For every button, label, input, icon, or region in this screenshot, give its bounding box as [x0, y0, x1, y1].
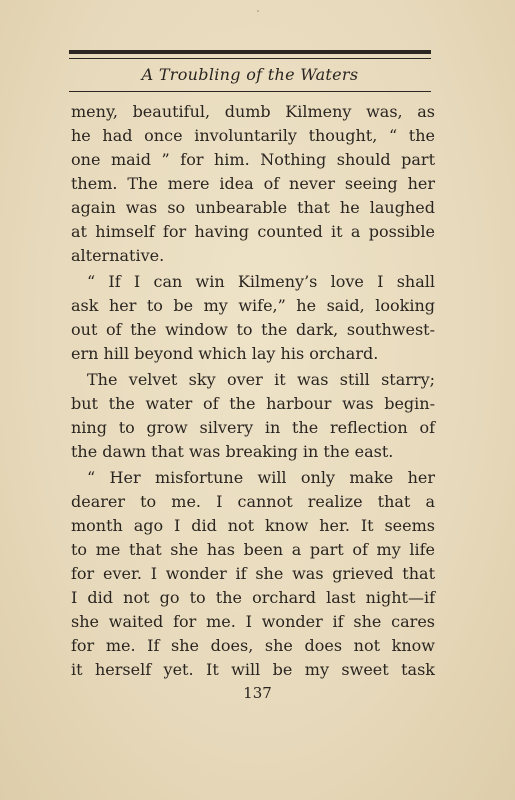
- text-line: month ago I did not know her. It seems: [71, 516, 435, 535]
- paper-speck: [257, 10, 259, 12]
- text-line: out of the window to the dark, southwest-: [71, 320, 435, 339]
- page-number: 137: [243, 684, 272, 702]
- text-line: he had once involuntarily thought, “ the: [71, 126, 435, 145]
- text-line: for me. If she does, she does not know: [71, 636, 435, 655]
- paragraph: [71, 270, 435, 366]
- running-head: A Troubling of the Waters: [141, 65, 359, 84]
- text-line: it herself yet. It will be my sweet task: [71, 660, 435, 679]
- text-line: ern hill beyond which lay his orchard.: [71, 344, 379, 363]
- text-line: ask her to be my wife,” he said, looking: [71, 296, 435, 315]
- text-line: but the water of the harbour was begin-: [71, 394, 435, 413]
- text-line: ning to grow silvery in the reflection of: [71, 418, 435, 437]
- text-line: “ If I can win Kilmeny’s love I shall: [87, 272, 435, 291]
- text-line: The velvet sky over it was still starry;: [87, 370, 435, 389]
- text-line: meny, beautiful, dumb Kilmeny was, as: [71, 102, 435, 121]
- body-text: [71, 100, 435, 684]
- header-rule-thin-bottom: [69, 91, 431, 92]
- paragraph: [71, 100, 435, 268]
- text-line: for ever. I wonder if she was grieved that: [71, 564, 435, 583]
- text-line: to me that she has been a part of my life: [71, 540, 435, 559]
- header-rule-thick: [69, 50, 431, 54]
- text-line: alternative.: [71, 246, 165, 265]
- paragraph: [71, 368, 435, 464]
- paragraph: [71, 466, 435, 682]
- text-line: one maid ” for him. Nothing should part: [71, 150, 435, 169]
- text-line: she waited for me. I wonder if she cares: [71, 612, 435, 631]
- text-line: the dawn that was breaking in the east.: [71, 442, 394, 461]
- text-line: dearer to me. I cannot realize that a: [71, 492, 435, 511]
- text-line: at himself for having counted it a possible: [71, 222, 435, 241]
- text-line: I did not go to the orchard last night—if: [71, 588, 435, 607]
- text-line: again was so unbearable that he laughed: [71, 198, 435, 217]
- text-line: “ Her misfortune will only make her: [87, 468, 435, 487]
- text-line: them. The mere idea of never seeing her: [71, 174, 435, 193]
- header-rule-thin-top: [69, 58, 431, 59]
